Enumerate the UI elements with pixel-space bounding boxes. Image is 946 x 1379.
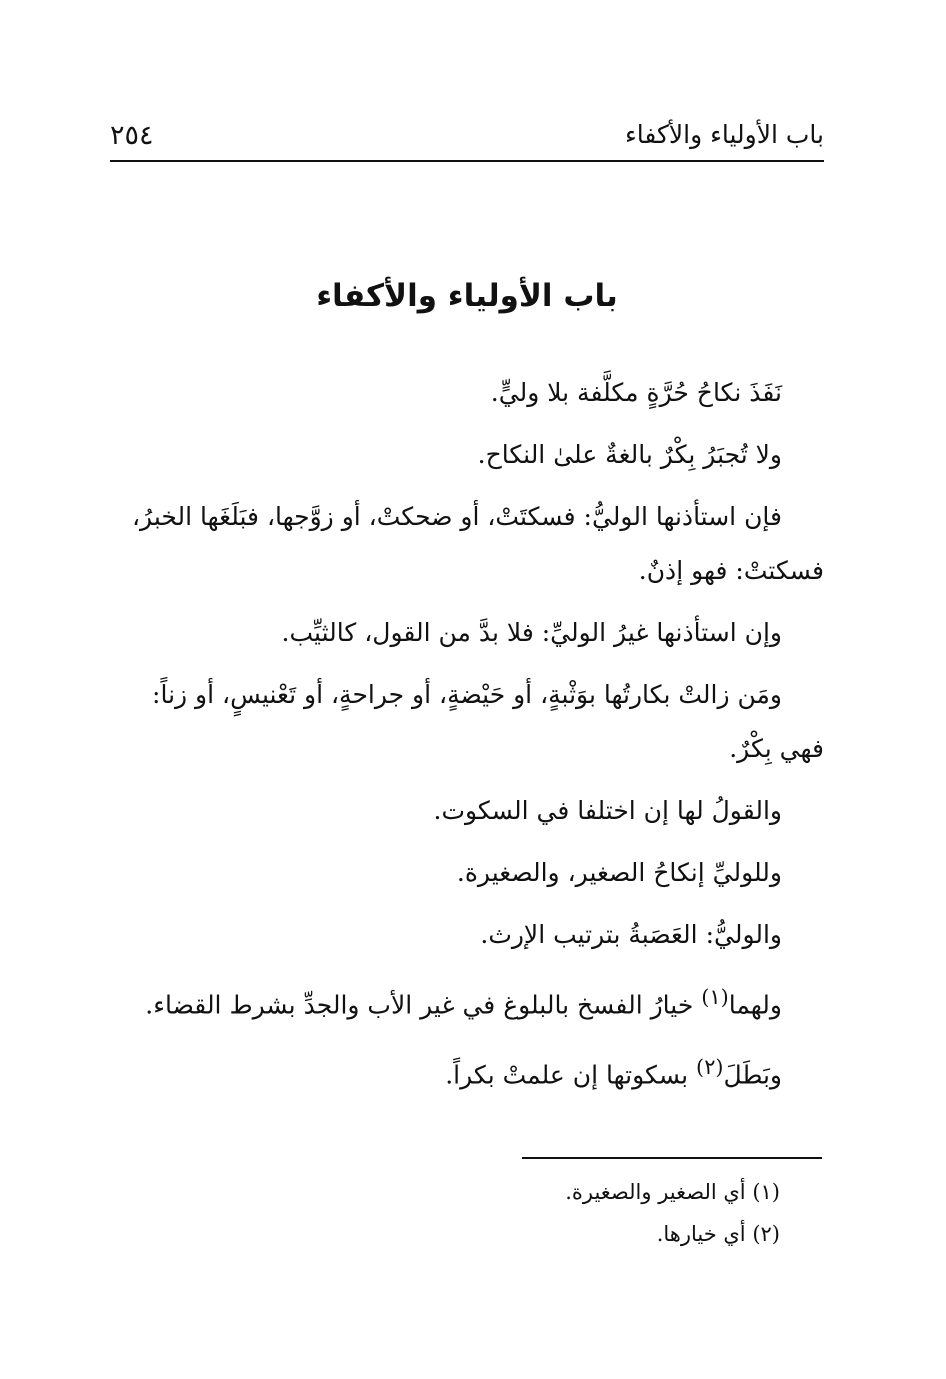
paragraph (110, 976, 824, 1026)
footnote-divider (522, 1157, 822, 1159)
running-header (110, 118, 824, 162)
paragraph-continuation: فسكتتْ: فهو إذنٌ. (638, 556, 824, 585)
paragraph-continuation: فهي بِكْرٌ. (729, 734, 824, 763)
paragraph: والوليُّ: العَصَبةُ بترتيب الإرث. (480, 920, 782, 949)
main-text (110, 372, 824, 1097)
footnotes (110, 1177, 780, 1261)
footnote: (٢) أي خيارها. (656, 1222, 780, 1246)
paragraph-lead-word: وبَطَلَ (723, 1060, 782, 1090)
paragraph-text: بسكوتها إن علمتْ بكراً. (445, 1060, 689, 1090)
paragraph: وللوليِّ إنكاحُ الصغير، والصغيرة. (456, 858, 782, 887)
footnote: (١) أي الصغير والصغيرة. (565, 1180, 780, 1204)
paragraph (110, 1046, 824, 1096)
footnote-ref: (٢) (696, 1055, 724, 1080)
footnote-ref: (١) (701, 985, 729, 1009)
paragraph: فإن استأذنها الوليُّ: فسكتَتْ، أو ضحكتْ، أو زوَّجها، فبَلَغَها الخبرُ، (131, 502, 782, 531)
paragraph: وإن استأذنها غيرُ الوليِّ: فلا بدَّ من القول، كالثيِّب. (281, 618, 782, 647)
chapter-title: باب الأولياء والأكفاء (316, 278, 618, 314)
running-title: باب الأولياء والأكفاء (624, 120, 824, 149)
paragraph: ومَن زالتْ بكارتُها بوَثْبةٍ، أو حَيْضةٍ، أو جراحةٍ، أو تَعْنيسٍ، أو زناً: (152, 680, 782, 709)
paragraph: ولا تُجبَرُ بِكْرٌ بالغةٌ علىٰ النكاح. (477, 440, 782, 469)
paragraph: والقولُ لها إن اختلفا في السكوت. (433, 796, 782, 825)
paragraph-lead-word: ولهما (728, 990, 782, 1020)
page-number: ٢٥٤ (110, 120, 154, 151)
paragraph-text: خيارُ الفسخ بالبلوغ في غير الأب والجدِّ بشرط القضاء. (145, 990, 694, 1020)
paragraph: نَفَذَ نكاحُ حُرَّةٍ مكلَّفة بلا وليٍّ. (490, 378, 782, 407)
